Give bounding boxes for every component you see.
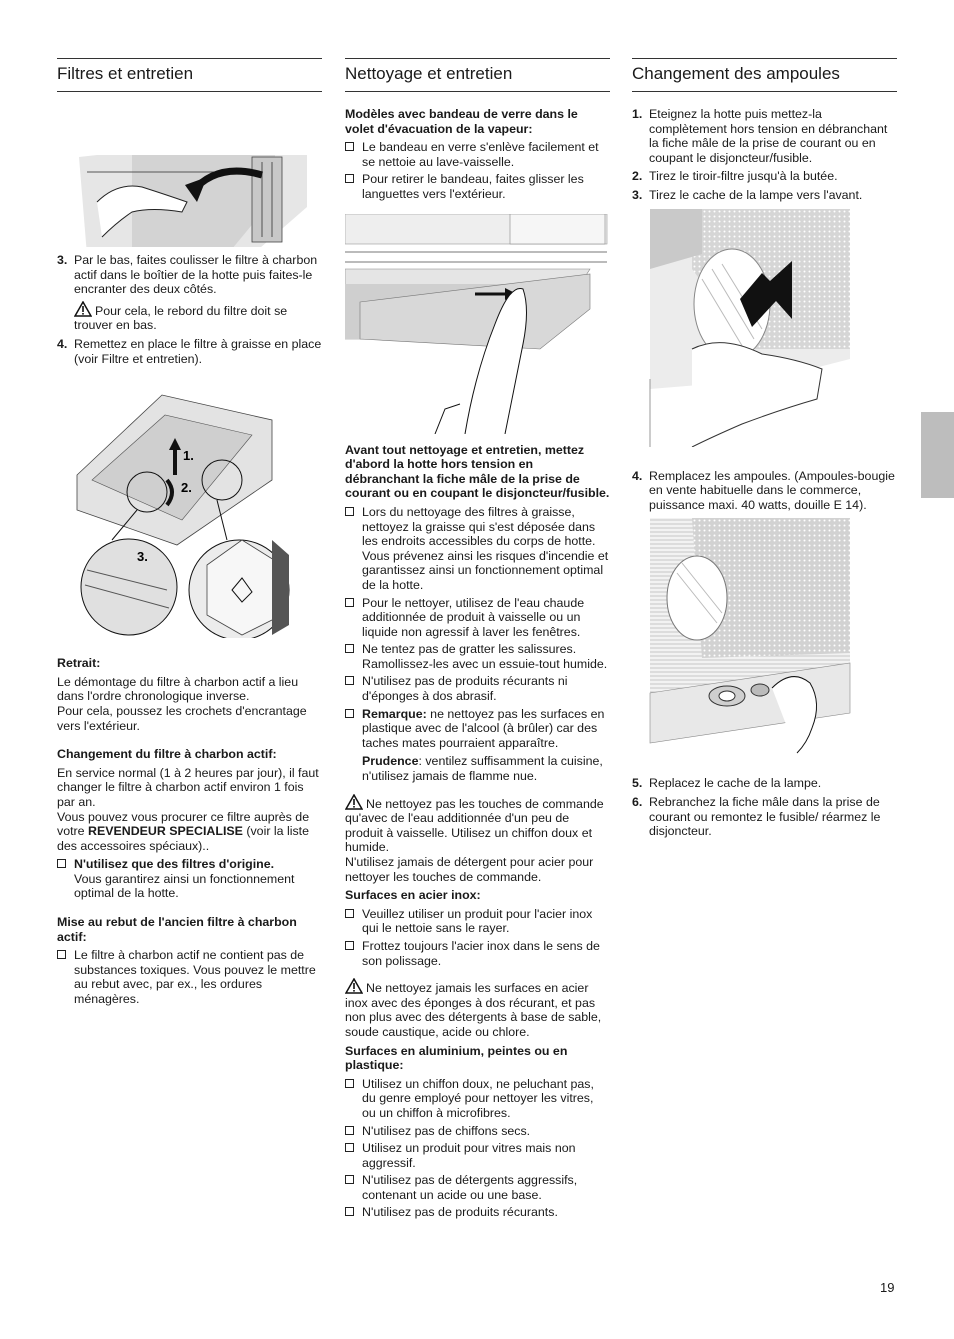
change-filter-title: Changement du filtre à charbon actif: bbox=[57, 747, 277, 762]
bulb-step-2: 2. Tirez le tiroir-filtre jusqu'à la butée. bbox=[632, 169, 838, 184]
power-off-warning: Avant tout nettoyage et entretien, mettez d'abord la hotte hors tension en débranchant la fiche mâle de la prise de courant ou en coupant le disjoncteur/fusible. bbox=[345, 442, 610, 501]
alu-item-4: N'utilisez pas de détergents aggressifs, contenant un acide ou une base. bbox=[345, 1173, 610, 1202]
bullet-box-icon bbox=[57, 950, 66, 959]
fig-label-2: 2. bbox=[181, 480, 192, 496]
warning-icon bbox=[345, 794, 363, 810]
bullet-box-icon bbox=[345, 644, 354, 653]
figure-filter-steps bbox=[57, 380, 322, 638]
figure-lamp-cover bbox=[632, 209, 897, 447]
disposal-title: Mise au rebut de l'ancien filtre à charbon actif: bbox=[57, 915, 297, 944]
warning-icon bbox=[74, 301, 92, 317]
bullet-box-icon bbox=[345, 941, 354, 950]
language-tab-marker bbox=[921, 412, 954, 498]
warning-icon bbox=[345, 978, 363, 994]
bullet-box-icon bbox=[345, 1079, 354, 1088]
glass-models-title: Modèles avec bandeau de verre dans le volet d'évacuation de la vapeur: bbox=[345, 107, 578, 136]
bulb-step-3: 3. Tirez le cache de la lampe vers l'avant. bbox=[632, 187, 863, 202]
warning-inox: Ne nettoyez jamais les surfaces en acier inox avec des éponges à dos récurant, et pas non plus avec des détergents à base de sable, soude caustique, acide ou chlore. bbox=[345, 978, 610, 1039]
alu-item-1: Utilisez un chiffon doux, ne peluchant pas, du genre employé pour nettoyer les vitres, ou un chiffon à microfibres. bbox=[345, 1077, 610, 1121]
glass-item-1: Le bandeau en verre s'enlève facilement et se nettoie au lave-vaisselle. bbox=[345, 140, 610, 169]
bullet-box-icon bbox=[345, 1207, 354, 1216]
clean-item-1: Lors du nettoyage des filtres à graisse, nettoyez la graisse qui s'est déposée dans les endroits accessibles du corps de hotte. Vous prévenez ainsi les risques d'incendie et garantissez ainsi un fonctionnement optimal de la hotte. bbox=[345, 505, 610, 593]
aluminium-title: Surfaces en aluminium, peintes ou en plastique: bbox=[345, 1043, 568, 1073]
bullet-box-icon bbox=[57, 859, 66, 868]
figure-replace-bulb bbox=[632, 518, 897, 758]
clean-item-3: Ne tentez pas de gratter les salissures. Ramollissez-les avec un essuie-tout humide. bbox=[345, 642, 610, 671]
bullet-box-icon bbox=[345, 598, 354, 607]
glass-item-2: Pour retirer le bandeau, faites glisser les languettes vers l'extérieur. bbox=[345, 172, 610, 201]
remark-item: Remarque: ne nettoyez pas les surfaces en plastique avec de l'alcool (à brûler) car des taches mates pourraient apparaître. Prudence: ventilez suffisamment la cuisine, n'utilisez jamais de flamme nue. bbox=[345, 707, 610, 784]
warning-filter-edge: Pour cela, le rebord du filtre doit se trouver en bas. bbox=[57, 301, 322, 333]
section-title-nettoyage: Nettoyage et entretien bbox=[345, 58, 610, 92]
retrait-title: Retrait: bbox=[57, 656, 101, 671]
clean-item-4: N'utilisez pas de produits récurants ni d'éponges à dos abrasif. bbox=[345, 674, 610, 703]
disposal-item: Le filtre à charbon actif ne contient pas de substances toxiques. Vous pouvez le mettre au rebut avec, par ex., les ordures ménagères. bbox=[57, 948, 322, 1006]
clean-item-2: Pour le nettoyer, utilisez de l'eau chaude additionnée de produit à vaisselle ou un liquide non agressif à laver les fenêtres. bbox=[345, 596, 610, 640]
inox-title: Surfaces en acier inox: bbox=[345, 888, 481, 903]
figure-glass-panel bbox=[345, 214, 610, 434]
bullet-box-icon bbox=[345, 1126, 354, 1135]
column-ampoules bbox=[632, 58, 897, 843]
alu-item-2: N'utilisez pas de chiffons secs. bbox=[345, 1124, 610, 1139]
original-filter-item: N'utilisez que des filtres d'origine. Vous garantirez ainsi un fonctionnement optimal de la hotte. bbox=[57, 857, 322, 901]
section-title-ampoules: Changement des ampoules bbox=[632, 58, 897, 92]
column-nettoyage: Nettoyage et entretien Modèles avec bandeau de verre dans le volet d'évacuation de la vapeur: Le bandeau en verre s'enlève facilement et se nettoie au lave-vaisselle. Pour retirer le bandeau, faites glisser les languettes vers l'extérieur. Avant tout nettoyage et entretien, mettez d'abord la hotte hors tension en débranchant la fiche mâle de la prise de courant ou en coupant le disjoncteur/fusible. Lors du nettoyage des filtres à graisse, nettoyez la graisse qui s'est déposée dans les endroits accessibles du corps de hotte. Vous prévenez ainsi les risques d'incendie et garantissez ainsi un fonctionnement optimal de la hotte. Pour le nettoyer, utilisez de l'eau chaude additionnée de produit à vaisselle ou un liquide non agressif à laver les fenêtres. Ne tentez pas de gratter les salissures. Ramollissez-les avec un essuie-tout humide. N'utilisez pas de produits récurants ni d'éponges à dos abrasif. Remarque: ne nettoyez pas les surfaces en plastique avec de l'alcool (à brûler) car des taches mates pourraient apparaître. Prudence: ventilez suffisamment la cuisine, n'utilisez jamais de flamme nue. Ne nettoyez pas les touches de commande qu'avec de l'eau additionnée d'un peu de produit à vaisselle. Utilisez un chiffon doux et humide. N'utilisez jamais de détergent pour acier pour nettoyer les touches de commande. Surfaces en acier inox: Veuillez utiliser un produit pour l'acier inox qui le nettoie sans le rayer. Frottez toujours l'acier inox dans le sens de son polissage. Ne nettoyez jamais les surfaces en acier inox avec des éponges à dos récurant, et pas non plus avec des détergents à base de sable, soude caustique, acide ou chlore. Surfaces en aluminium, peintes ou en plastique: Utilisez un chiffon doux, ne peluchant pas, du genre employé pour nettoyer les vitres, ou un chiffon à microfibres. N'utilisez pas de chiffons secs. Utilisez un produit pour vitres mais non aggressif. N'utilisez pas de détergents aggressifs, contenant un acide ou une base. N'utilisez pas de produits récurants. bbox=[345, 58, 610, 1223]
bulb-step-5: 5. Replacez le cache de la lampe. bbox=[632, 776, 822, 791]
bullet-box-icon bbox=[345, 507, 354, 516]
bulb-step-4: 4. Remplacez les ampoules. (Ampoules-bougie en vente habituelle dans le commerce, puissance maxi. 40 watts, douille E 14). bbox=[632, 468, 895, 512]
alu-item-5: N'utilisez pas de produits récurants. bbox=[345, 1205, 610, 1220]
step-3: 3. Par le bas, faites coulisser le filtre à charbon actif dans le boîtier de la hotte puis faites-le encranter des deux côtés. bbox=[57, 253, 318, 297]
bullet-box-icon bbox=[345, 909, 354, 918]
page-number: 19 bbox=[880, 1280, 895, 1295]
bullet-box-icon bbox=[345, 1175, 354, 1184]
figure-filter-insert bbox=[57, 107, 322, 247]
inox-item-1: Veuillez utiliser un produit pour l'acier inox qui le nettoie sans le rayer. bbox=[345, 907, 610, 936]
fig-label-1: 1. bbox=[183, 448, 194, 464]
bullet-box-icon bbox=[345, 174, 354, 183]
fig-label-3: 3. bbox=[137, 549, 148, 565]
step-4: 4. Remettez en place le filtre à graisse en place (voir Filtre et entretien). bbox=[57, 336, 322, 366]
bullet-box-icon bbox=[345, 709, 354, 718]
bulb-step-6: 6. Rebranchez la fiche mâle dans la prise de courant ou remontez le fusible/ réarmez le disjoncteur. bbox=[632, 794, 881, 839]
inox-item-2: Frottez toujours l'acier inox dans le sens de son polissage. bbox=[345, 939, 610, 968]
bullet-box-icon bbox=[345, 676, 354, 685]
warning-touch-keys: Ne nettoyez pas les touches de commande qu'avec de l'eau additionnée d'un peu de produit à vaisselle. Utilisez un chiffon doux et humide. bbox=[345, 794, 610, 855]
column-filtres: Filtres et entretien 3. Par le bas, faites coulisser le filtre à charbon actif dans le boîtier de la hotte puis faites-le encranter des deux côtés. Pour cela, le rebord du filtre doit se trouver en bas. 4. Remettez en place le filtre à graisse en place (voir Filtre et entretien). 1. 2. 3. Retrait: Le démontage du filtre à charbon actif a lieu dans l'ordre chronologique inverse. Pour cela, poussez les crochets d'encrantage vers l'extérieur. Changement du filtre à charbon actif: En service normal (1 à 2 heures par jour), il faut changer le filtre à charbon actif environ 1 fois par an. Vous pouvez vous procurer ce filtre auprès de votre REVENDEUR SPECIALISE (voir la liste des accessoires spéciaux).. N'utilisez que des filtres d'origine. Vous garantirez ainsi un fonctionnement optimal de la hotte. Mise au rebut de l'ancien filtre à charbon actif: Le filtre à charbon actif ne contient pas de substances toxiques. Vous pouvez le mettre au rebut avec, par ex., les ordures ménagères. bbox=[57, 58, 322, 1010]
bullet-box-icon bbox=[345, 142, 354, 151]
section-title-filtres: Filtres et entretien bbox=[57, 58, 322, 92]
alu-item-3: Utilisez un produit pour vitres mais non aggressif. bbox=[345, 1141, 610, 1170]
bullet-box-icon bbox=[345, 1143, 354, 1152]
bulb-step-1: 1. Eteignez la hotte puis mettez-la complètement hors tension en débranchant la fiche mâle de la prise de courant ou en coupant le disjoncteur/fusible. bbox=[632, 107, 888, 165]
